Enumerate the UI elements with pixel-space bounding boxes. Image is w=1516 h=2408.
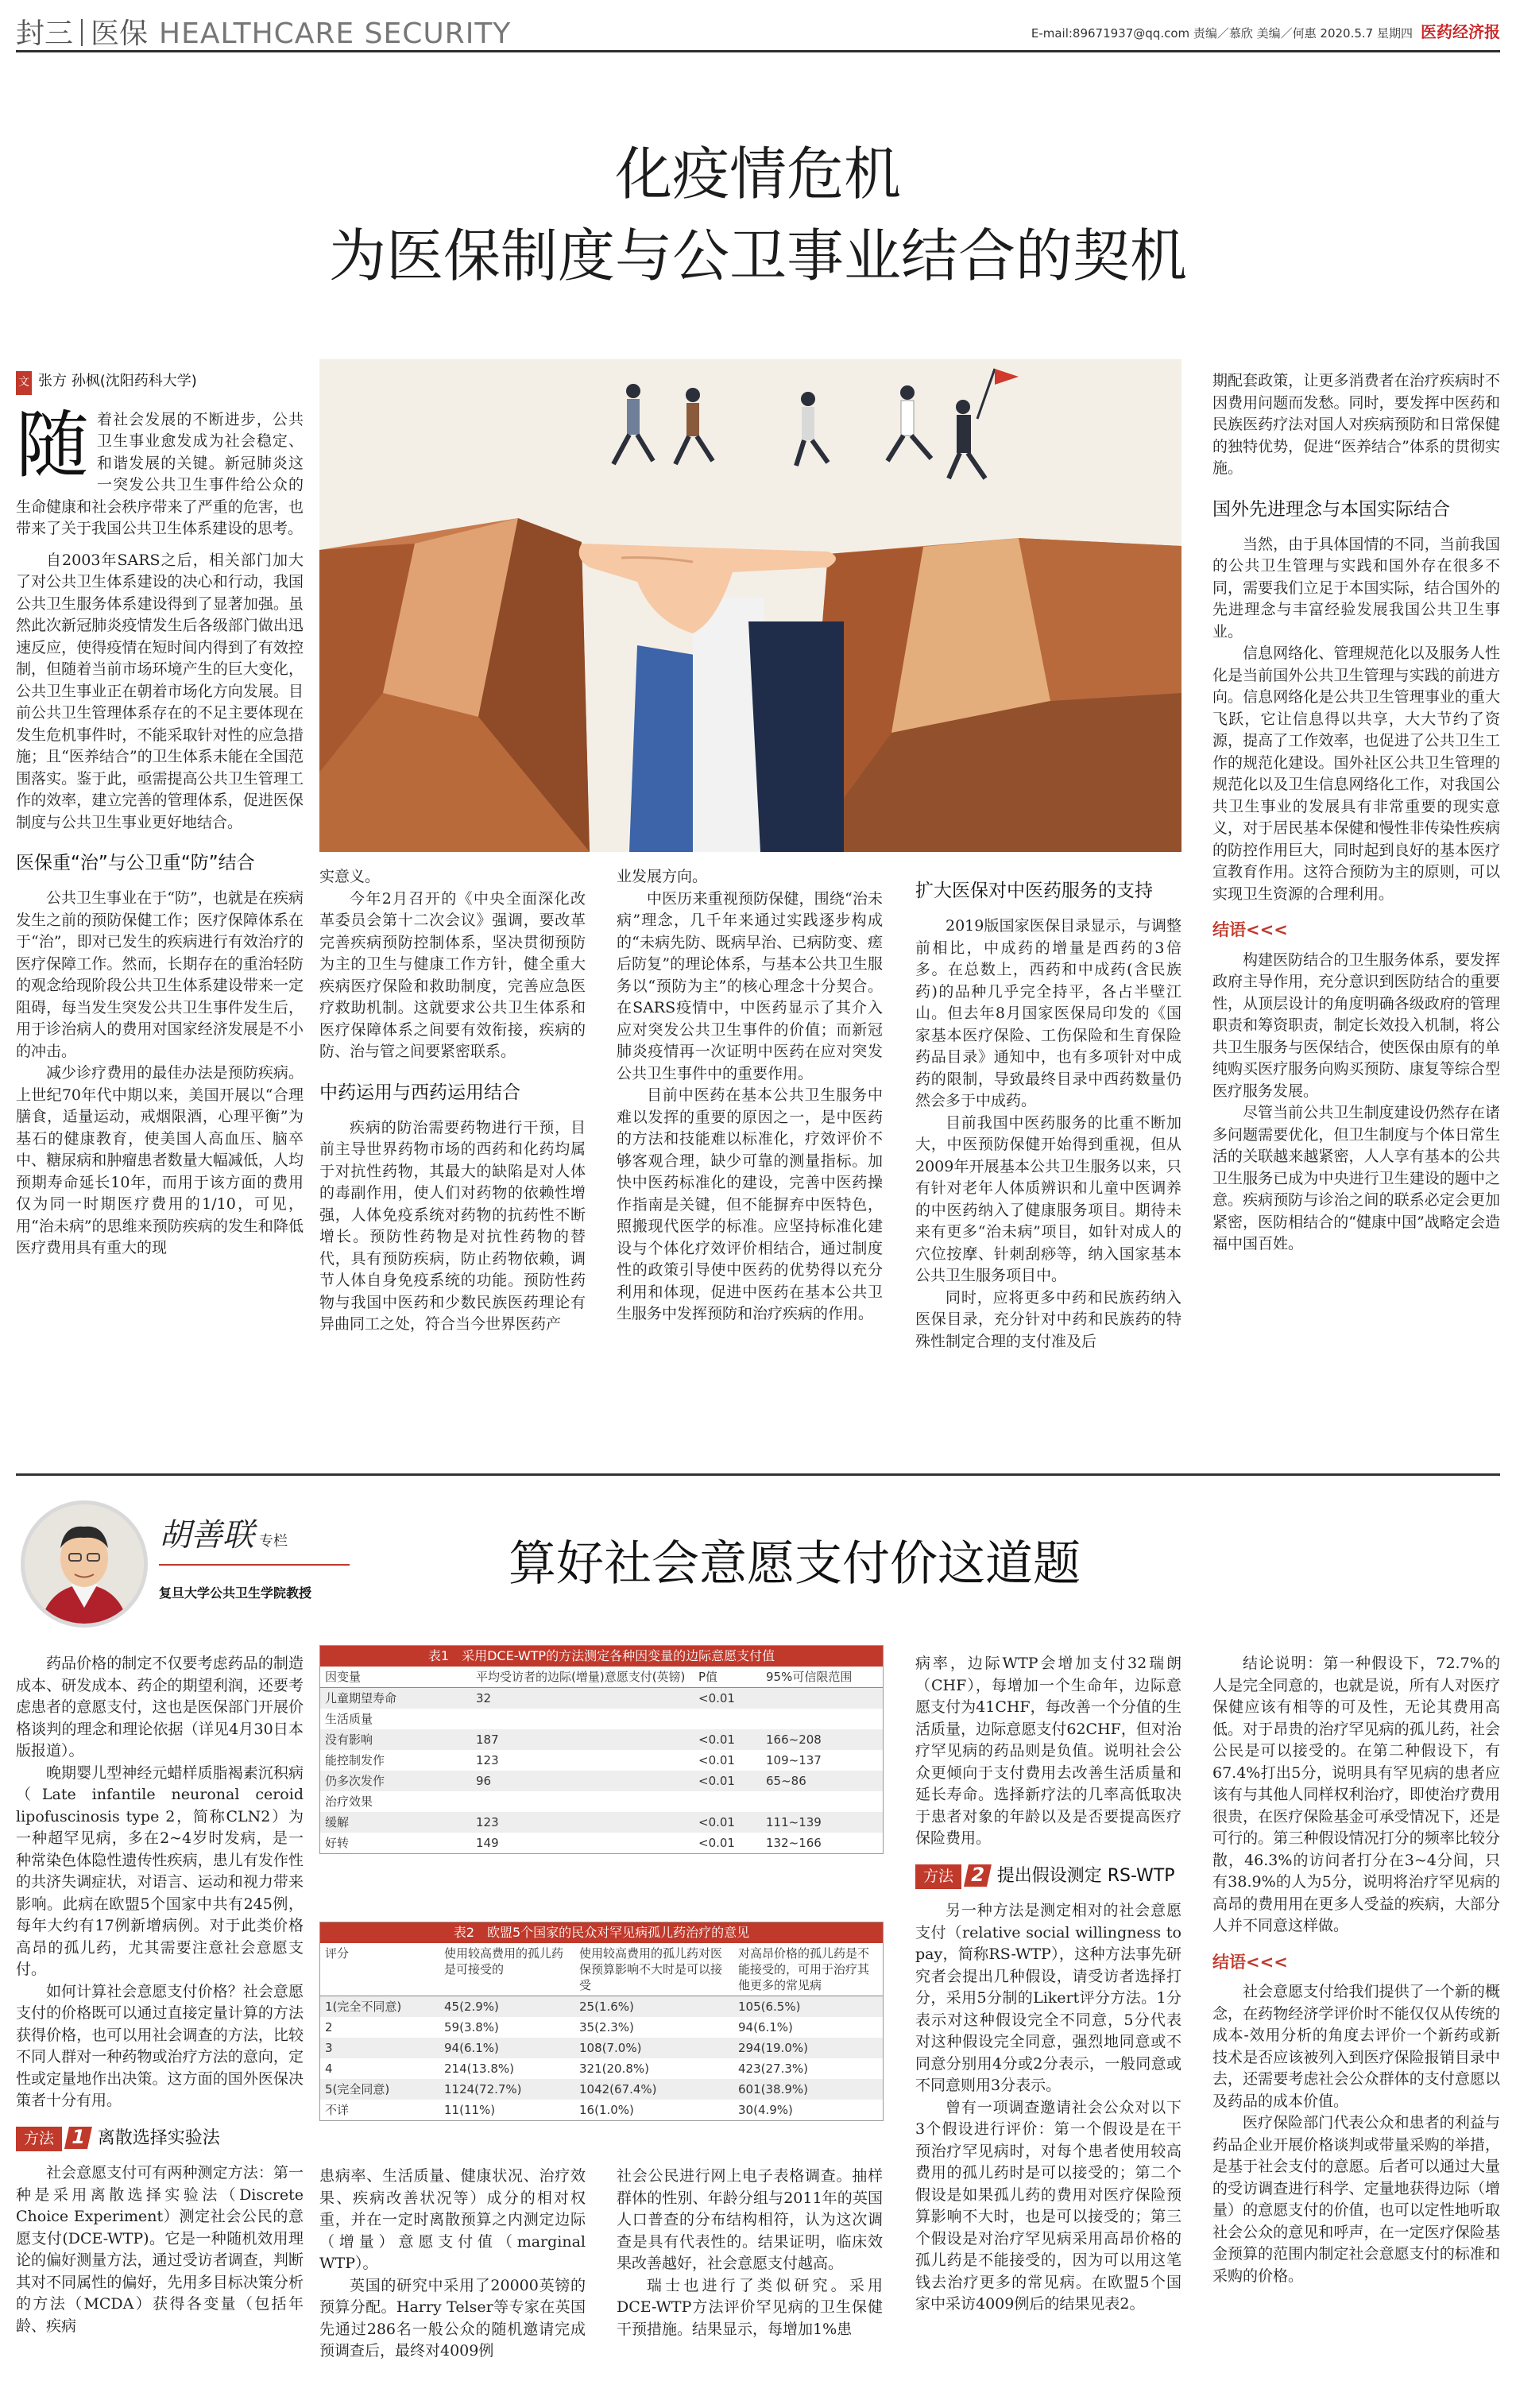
section-category-en: HEALTHCARE SECURITY bbox=[159, 17, 512, 50]
columnist-avatar bbox=[21, 1500, 148, 1628]
table-cell: 16(1.0%) bbox=[579, 2103, 634, 2117]
table-row bbox=[320, 1812, 883, 1833]
columnist-header bbox=[16, 1494, 358, 1637]
table-cell: 149 bbox=[476, 1836, 499, 1850]
paragraph: 病率，边际WTP会增加支付32瑞朗（CHF），每增加一个生命年，边际意愿支付为41CHF，每改善一个分值的生活质量，边际意愿支付62CHF，但对治疗罕见病的药品则是负值。说明社会公众更倾向于支付费用去改善生活质量和延长寿命。选择新疗法的几率高低取决于患者对象的年龄以及是否要提高医疗保险费用。 bbox=[915, 1655, 1181, 1847]
paragraph: 自2003年SARS之后，相关部门加大了对公共卫生体系建设的决心和行动，我国公共卫生服务体系建设得到了显著加强。虽然此次新冠肺炎疫情发生后各级部门做出迅速反应，使得疫情在短时间内得到了有效控制，但随着当前市场环境产生的巨大变化，公共卫生事业正在朝着市场化方向发展。目前公共卫生管理体系存在的不足主要体现在发生危机事件时，不能采取针对性的应急措施；且“医养结合”的卫生体系未能在全国范围落实。鉴于此，亟需提高公共卫生管理工作的效率，建立完善的管理体系，促进医保制度与公共卫生事业更好地结合。 bbox=[16, 551, 304, 831]
table-cell: 5(完全同意) bbox=[320, 2079, 439, 2100]
paragraph: 药品价格的制定不仅要考虑药品的制造成本、研发成本、药企的期望利润，还要考虑患者的意愿支付，这也是医保部门开展价格谈判的理念和理论依据（详见4月30日本版报道）。 bbox=[16, 1655, 304, 1760]
table-row bbox=[320, 1729, 883, 1750]
byline-authors: 张方 孙枫(沈阳药科大学) bbox=[38, 373, 197, 389]
table-cell: 96 bbox=[471, 1771, 694, 1791]
table-row bbox=[320, 1771, 883, 1791]
headline-line-1: 化疫情危机 bbox=[614, 141, 901, 207]
article1-column-5 bbox=[1212, 370, 1500, 1467]
article1-column-3 bbox=[617, 866, 883, 1467]
table-cell bbox=[761, 1688, 883, 1709]
table-cell: 缓解 bbox=[320, 1812, 471, 1833]
table-1 bbox=[319, 1645, 884, 1854]
article-illustration bbox=[319, 359, 1181, 852]
table-row bbox=[320, 2038, 883, 2058]
article2-column-5 bbox=[1212, 1653, 1500, 2400]
table-cell: 好转 bbox=[325, 1836, 350, 1850]
paragraph: 实意义。 bbox=[319, 868, 381, 885]
table-cell: 没有影响 bbox=[320, 1729, 471, 1750]
table-cell: 423(27.3%) bbox=[738, 2062, 808, 2076]
table-cell: <0.01 bbox=[698, 1836, 735, 1850]
paragraph: 晚期婴儿型神经元蜡样质脂褐素沉积病（Late infantile neuronal ceroid lipofuscinosis type 2，简称CLN2）为一种超罕见病，多在2~4岁时发病，是一种常染色体隐性遗传性疾病，患儿有发作性的共济失调症状，对语言、运动和视力带来影响。此病在欧盟5个国家中共有245例，每年大约有17例新增病例。对于此类价格高昂的孤儿药，尤其需要注意社会意愿支付。 bbox=[16, 1763, 304, 1978]
paragraph: 目前中医药在基本公共卫生服务中难以发挥的重要的原因之一，是中医药的方法和技能难以标准化，疗效评价不够客观合理，缺少可靠的测量指标。加快中医药标准化的建设，完善中医药操作指南是关键，但不能摒弃中医特色，照搬现代医学的标准。应坚持标准化建设与个体化疗效评价相结合，通过制度性的政策引导使中医药的优势得以充分利用和体现，促进中医药在基本公共卫生服务中发挥预防和治疗疾病的作用。 bbox=[617, 1086, 883, 1322]
section-label bbox=[16, 11, 511, 52]
table-cell: 166~208 bbox=[761, 1729, 883, 1750]
paragraph: 患病率、生活质量、健康状况、治疗效果、疾病改善状况等）成分的相对权重，并在一定时离散预算之内测定边际（增量）意愿支付值（marginal WTP）。 bbox=[319, 2167, 586, 2272]
table-cell: 123 bbox=[471, 1812, 694, 1833]
table-row bbox=[320, 1833, 883, 1853]
table-cell bbox=[694, 1709, 761, 1729]
subhead-prevention: 医保重“治”与公卫重“防”结合 bbox=[16, 853, 255, 873]
table-cell: 4 bbox=[325, 2062, 333, 2076]
paragraph: 同时，应将更多中药和民族药纳入医保目录，充分针对中药和民族药的特殊性制定合理的支付准及后 bbox=[915, 1288, 1181, 1350]
columnist-name bbox=[159, 1510, 288, 1555]
header-divider bbox=[81, 19, 83, 46]
table-cell bbox=[471, 1709, 694, 1729]
table-cell: 105(6.5%) bbox=[733, 1996, 883, 2018]
table-cell: 30(4.9%) bbox=[738, 2103, 793, 2117]
table-cell bbox=[471, 1791, 694, 1812]
cliff-bridge-illustration bbox=[319, 359, 1181, 852]
table-cell: 59(3.8%) bbox=[444, 2020, 499, 2034]
conclusion-paragraph: 尽管当前公共卫生制度建设仍然存在诸多问题需要优化，但卫生制度与个体日常生活的关联越来越紧密，人人享有基本的公共卫生服务已成为中央进行卫生建设的题中之意。疾病预防与诊治之间的联系必定会更加紧密，医防相结合的“健康中国”战略定会造福中国百姓。 bbox=[1212, 1104, 1500, 1252]
table-cell: 35(2.3%) bbox=[579, 2020, 634, 2034]
conclusion-label: 结语<<< bbox=[1212, 920, 1288, 939]
table-cell: 214(13.8%) bbox=[444, 2062, 514, 2076]
drop-cap: 随 bbox=[16, 402, 90, 488]
table-cell: 94(6.1%) bbox=[738, 2020, 793, 2034]
article2-headline: 算好社会意愿支付价这道题 bbox=[509, 1536, 1081, 1592]
table-header-cell: 使用较高费用的孤儿药对医保预算影响不大时是可以接受 bbox=[574, 1943, 733, 1996]
table-row bbox=[320, 2079, 883, 2100]
paragraph: 今年2月召开的《中央全面深化改革委员会第十二次会议》强调，要改革完善疾病预防控制体系，坚决贯彻预防为主的卫生与健康工作方针，健全重大疾病医疗保险和救助制度，完善应急医疗救助机制。这就要求公共卫生体系和医疗保障体系之间要有效衔接，疾病的防、治与管之间要紧密联系。 bbox=[319, 889, 586, 1060]
article1-column-4 bbox=[915, 866, 1181, 1467]
method-title: 离散选择实验法 bbox=[97, 2127, 220, 2148]
conclusion-paragraph: 医疗保险部门代表公众和患者的利益与药品企业开展价格谈判或带量采购的举措，是基于社会支付的意愿。后者可以通过大量的受访调查进行科学、定量地获得边际（增量）的意愿支付的价值，也可以定性地听取社会公众的意见和呼声，在一定医疗保险基金预算的范围内制定社会意愿支付的标准和采购的价格。 bbox=[1212, 2114, 1500, 2285]
table-cell bbox=[761, 1791, 883, 1812]
table-cell: 仍多次发作 bbox=[320, 1771, 471, 1791]
subhead-medicine: 中药运用与西药运用结合 bbox=[319, 1082, 520, 1103]
table-row bbox=[320, 1688, 883, 1709]
section-number: 封三 bbox=[16, 17, 74, 50]
paragraph: 中医历来重视预防保健，围绕“治未病”理念，几千年来通过实践逐步构成的“未病先防、既病早治、已病防变、瘥后防复”的理论体系，与基本公共卫生服务以“预防为主”的核心理念十分契合。在SARS疫情中，中医药显示了其介入应对突发公共卫生事件的价值；而新冠肺炎疫情再一次证明中医药在应对突发公共卫生事件中的重要作用。 bbox=[617, 889, 883, 1082]
table-cell: <0.01 bbox=[694, 1688, 761, 1709]
table-cell: 能控制发作 bbox=[325, 1753, 385, 1767]
byline bbox=[16, 370, 304, 395]
paragraph: 公共卫生事业在于“防”，也就是在疾病发生之前的预防保健工作；医疗保障体系在于“治”，即对已发生的疾病进行有效治疗的医疗保障工作。然而，长期存在的重治轻防的观念给现阶段公共卫生体系建设带来一定阻碍，每当发生突发公共卫生事件发生后，用于诊治病人的费用对国家经济发展是不小的冲击。 bbox=[16, 889, 304, 1060]
columnist-affiliation: 复旦大学公共卫生学院教授 bbox=[159, 1585, 312, 1601]
method-1-heading bbox=[16, 2127, 304, 2152]
method-title: 提出假设测定 RS-WTP bbox=[996, 1865, 1175, 1886]
headline-line-2: 为医保制度与公卫事业结合的契机 bbox=[328, 223, 1187, 289]
table-cell: 187 bbox=[471, 1729, 694, 1750]
table-cell: 儿童期望寿命 bbox=[320, 1688, 471, 1709]
method-2-heading bbox=[915, 1864, 1181, 1890]
table-cell: 32 bbox=[471, 1688, 694, 1709]
table-cell: 111~139 bbox=[761, 1812, 883, 1833]
table-header-cell: 因变量 bbox=[320, 1667, 471, 1688]
paragraph: 信息网络化、管理规范化以及服务人性化是当前国外公共卫生管理与实践的前进方向。信息网络化是公共卫生管理事业的重大飞跃，它让信息得以共享，大大节约了资源，提高了工作效率，也促进了公共卫生工作的规范化建设。国外社区公共卫生管理的规范化以及卫生信息网络化工作，对我国公共卫生事业的发展具有非常重要的现实意义，对于居民基本保健和慢性非传染性疾病的防控作用巨大，同时起到良好的基本医疗宣教育作用。这符合预防为主的原则，可以实现卫生资源的合理利用。 bbox=[1212, 645, 1500, 903]
table-cell: 2 bbox=[325, 2020, 333, 2034]
table-cell: 132~166 bbox=[766, 1836, 822, 1850]
paragraph: 期配套政策，让更多消费者在治疗疾病时不因费用问题而发愁。同时，要发挥中医药和民族医药疗法对国人对疾病预防和日常保健的独特优势，促进“医养结合”体系的贯彻实施。 bbox=[1212, 372, 1500, 477]
table-cell: 25(1.6%) bbox=[574, 1996, 733, 2018]
table-cell: 11(11%) bbox=[444, 2103, 496, 2117]
table-2 bbox=[319, 1922, 884, 2121]
table-header-cell: 平均受访者的边际(增量)意愿支付(英镑) bbox=[471, 1667, 694, 1688]
subhead-expand: 扩大医保对中医药服务的支持 bbox=[915, 881, 1153, 901]
conclusion-paragraph: 社会意愿支付给我们提供了一个新的概念，在药物经济学评价时不能仅仅从传统的成本-效用分析的角度去评价一个新药或新技术是否应该被列入到医疗保险报销目录中去，还需要考虑社会公众群体的支付意愿以及药品的成本价值。 bbox=[1212, 1983, 1500, 2110]
byline-tag: 文 bbox=[16, 371, 32, 395]
table-cell: 601(38.9%) bbox=[733, 2079, 883, 2100]
table-header-cell: 使用较高费用的孤儿药是可接受的 bbox=[439, 1943, 574, 1996]
paragraph: 当然，由于具体国情的不同，当前我国的公共卫生管理与实践和国外存在很多不同，需要我们立足于本国实际，结合国外的先进理念与丰富经验发展我国公共卫生事业。 bbox=[1212, 535, 1500, 641]
page-header bbox=[16, 5, 1500, 52]
article1-column-1 bbox=[16, 370, 304, 1467]
article2-column-3 bbox=[617, 2166, 883, 2400]
conclusion-label: 结语<<< bbox=[1212, 1952, 1288, 1972]
table-header-cell: 对高昂价格的孤儿药是不能接受的，可用于治疗其他更多的常见病 bbox=[733, 1943, 883, 1996]
paragraph: 瑞士也进行了类似研究。采用DCE-WTP方法评价罕见病的卫生保健干预措施。结果显示，每增加1%患 bbox=[617, 2276, 883, 2338]
table-cell: <0.01 bbox=[694, 1812, 761, 1833]
lead-paragraph: 着社会发展的不断进步，公共卫生事业愈发成为社会稳定、和谐发展的关键。新冠肺炎这一突发公共卫生事件给公众的生命健康和社会秩序带来了严重的危害，也带来了关于我国公共卫生体系建设的思考。 bbox=[16, 410, 304, 537]
table-row bbox=[320, 2100, 883, 2120]
section-divider bbox=[16, 1473, 1500, 1476]
table-cell: 109~137 bbox=[766, 1753, 822, 1767]
article2-column-2 bbox=[319, 2166, 586, 2400]
paragraph: 结论说明：第一种假设下，72.7%的人是完全同意的，也就是说，所有人对医疗保健应该有相等的可及性，无论其费用高低。对于昂贵的治疗罕见病的孤儿药，社会公民是可以接受的。在第二种假设下，有67.4%打出5分，说明具有罕见病的患者应该有与其他人同样权利治疗，即使治疗费用很贵，在医疗保险基金可承受情况下，还是可行的。第三种假设情况打分的频率比较分散，46.3%的访问者打分在3~4分间，只有38.9%的人为5分，说明将治疗罕见病的高昂的费用用在更多人受益的疾病，大部分人并不同意这样做。 bbox=[1212, 1655, 1500, 1934]
table-cell: <0.01 bbox=[694, 1729, 761, 1750]
method-tag: 方法 bbox=[16, 2127, 62, 2152]
table-2-caption: 表2 欧盟5个国家的民众对罕见病孤儿药治疗的意见 bbox=[320, 1922, 883, 1943]
table-cell: 294(19.0%) bbox=[733, 2038, 883, 2058]
table-cell: 123 bbox=[476, 1753, 499, 1767]
table-row bbox=[320, 1709, 883, 1729]
subhead-foreign: 国外先进理念与本国实际结合 bbox=[1212, 498, 1450, 520]
table-header-cell: P值 bbox=[694, 1667, 761, 1688]
table-row bbox=[320, 1996, 883, 2018]
paragraph: 社会公民进行网上电子表格调查。抽样群体的性别、年龄分组与2011年的英国人口普查的分布结构相符，认为这次调查是具有代表性的。结果证明，临床效果改善越好，社会意愿支付越高。 bbox=[617, 2167, 883, 2272]
table-row bbox=[320, 1750, 883, 1771]
table-cell: 3 bbox=[320, 2038, 439, 2058]
paper-logo: 医药经济报 bbox=[1421, 22, 1500, 41]
editor-info: E-mail:89671937@qq.com 责编／慕欣 美编／何惠 2020.5.7 星期四 bbox=[1031, 26, 1413, 41]
table-cell: 45(2.9%) bbox=[439, 1996, 574, 2018]
method-tag: 方法 bbox=[915, 1864, 961, 1890]
columnist-rule bbox=[159, 1564, 350, 1566]
table-cell: 不详 bbox=[325, 2103, 350, 2117]
table-cell bbox=[761, 1709, 883, 1729]
table-cell: 94(6.1%) bbox=[439, 2038, 574, 2058]
table-cell: 1042(67.4%) bbox=[574, 2079, 733, 2100]
table-header-cell: 95%可信限范围 bbox=[761, 1667, 883, 1688]
table-cell: 1124(72.7%) bbox=[439, 2079, 574, 2100]
paragraph: 目前我国中医药服务的比重不断加大，中医预防保健开始得到重视，但从2009年开展基本公共卫生服务以来，只有针对老年人体质辨识和儿童中医调养的中医药纳入了健康服务项目。期待未来有更多“治未病”项目，如针对成人的穴位按摩、针刺刮痧等，纳入国家基本公共卫生服务项目中。 bbox=[915, 1113, 1181, 1284]
paragraph: 2019版国家医保目录显示，与调整前相比，中成药的增量是西药的3倍多。在总数上，西药和中成药(含民族药)的品种几乎完全持平，各占半壁江山。但去年8月国家医保局印发的《国家基本医疗保险、工伤保险和生育保险药品目录》通知中，也有多项针对中成药的限制，导致最终目录中西药数量仍然会多于中成药。 bbox=[915, 917, 1181, 1109]
paragraph: 疾病的防治需要药物进行干预，目前主导世界药物市场的西药和化药均属于对抗性药物，其最大的缺陷是对人体的毒副作用，使人们对药物的依赖性增强，人体免疫系统对药物的抗药性不断增长。预防性药物是对抗性药物的替代，具有预防疾病，防止药物依赖，调节人体自身免疫系统的功能。预防性药物与我国中医药和少数民族医药理论有异曲同工之处，符合当今世界医药产 bbox=[319, 1118, 586, 1333]
columnist-suffix: 专栏 bbox=[259, 1533, 288, 1550]
article2-column-1 bbox=[16, 1653, 304, 2400]
section-category: 医保 bbox=[91, 17, 149, 50]
method-number: 2 bbox=[964, 1864, 992, 1887]
table-row bbox=[320, 1791, 883, 1812]
table-row bbox=[320, 2058, 883, 2079]
table-1-caption: 表1 采用DCE-WTP的方法测定各种因变量的边际意愿支付值 bbox=[320, 1646, 883, 1667]
header-meta bbox=[1031, 19, 1500, 42]
paragraph: 业发展方向。 bbox=[617, 868, 708, 885]
columnist-portrait bbox=[25, 1504, 144, 1624]
table-cell: 生活质量 bbox=[325, 1712, 373, 1726]
paragraph: 另一种方法是测定相对的社会意愿支付（relative social willingness to pay，简称RS-WTP），这种方法事先研究者会提出几种假设，请受访者选择打分，采用5分制的Likert评分方法。1分表示对这种假设完全不同意，5分代表对这种假设完全同意，强烈地同意或不同意分别用4分或2分表示，一般同意或不同意则用3分表示。 bbox=[915, 1902, 1181, 2094]
paragraph: 曾有一项调查邀请社会公众对以下3个假设进行评价：第一个假设是在干预治疗罕见病时，对每个患者使用较高费用的孤儿药时是可以接受的；第二个假设是如果孤儿药的费用对医疗保险预算影响不大时，也是可以接受的；第三个假设是对治疗罕见病采用高昂价格的孤儿药是不能接受的，因为可以用这笔钱去治疗更多的常见病。在欧盟5个国家中采访4009例后的结果见表2。 bbox=[915, 2098, 1181, 2313]
table-cell: 治疗效果 bbox=[325, 1794, 373, 1809]
paragraph: 英国的研究中采用了20000英镑的预算分配。Harry Telser等专家在英国先通过286名一般公众的随机邀请完成预调查后，最终对4009例 bbox=[319, 2276, 586, 2360]
columnist-name-text: 胡善联 bbox=[159, 1517, 254, 1554]
table-cell: <0.01 bbox=[698, 1753, 735, 1767]
table-header-cell: 评分 bbox=[320, 1943, 439, 1996]
table-cell: 108(7.0%) bbox=[574, 2038, 733, 2058]
table-cell: 1(完全不同意) bbox=[320, 1996, 439, 2018]
table-cell: <0.01 bbox=[694, 1771, 761, 1791]
table-row bbox=[320, 2017, 883, 2038]
paragraph: 减少诊疗费用的最佳办法是预防疾病。上世纪70年代中期以来，美国开展以“合理膳食，适量运动，戒烟限酒，心理平衡”为基石的健康教育，使美国人高血压、脑卒中、糖尿病和肿瘤患者数量大幅减低，人均预期寿命延长10年，而用于该方面的费用仅为同一时期医疗费用的1/10，可见，用“治未病”的思维来预防疾病的发生和降低医疗费用具有重大的现 bbox=[16, 1064, 304, 1256]
paragraph: 如何计算社会意愿支付价格？社会意愿支付的价格既可以通过直接定量计算的方法获得价格，也可以用社会调查的方法，比较不同人群对一种药物或治疗方法的意向，定性或定量地作出决策。这方面的国外医保决策者十分有用。 bbox=[16, 1982, 304, 2109]
table-cell: 65~86 bbox=[761, 1771, 883, 1791]
method-number: 1 bbox=[64, 2127, 92, 2149]
table-cell: 321(20.8%) bbox=[579, 2062, 649, 2076]
article1-column-2 bbox=[319, 866, 586, 1467]
table-cell bbox=[694, 1791, 761, 1812]
paragraph: 社会意愿支付可有两种测定方法：第一种是采用离散选择实验法（Discrete Choice Experiment）测定社会公民的意愿支付(DCE-WTP)。它是一种随机效用理论的偏好测量方法，通过受访者调查，判断其对不同属性的偏好，先用多目标决策分析的方法（MCDA）获得各变量（包括年龄、疾病 bbox=[16, 2164, 304, 2335]
article2-column-4 bbox=[915, 1653, 1181, 2400]
conclusion-paragraph: 构建医防结合的卫生服务体系，要发挥政府主导作用，充分意识到医防结合的重要性，从顶层设计的角度明确各级政府的管理职责和筹资职责，制定长效投入机制，将公共卫生服务与医保结合，使医保由原有的单纯购买医疗服务向购买预防、康复等综合型医疗服务发展。 bbox=[1212, 950, 1500, 1100]
